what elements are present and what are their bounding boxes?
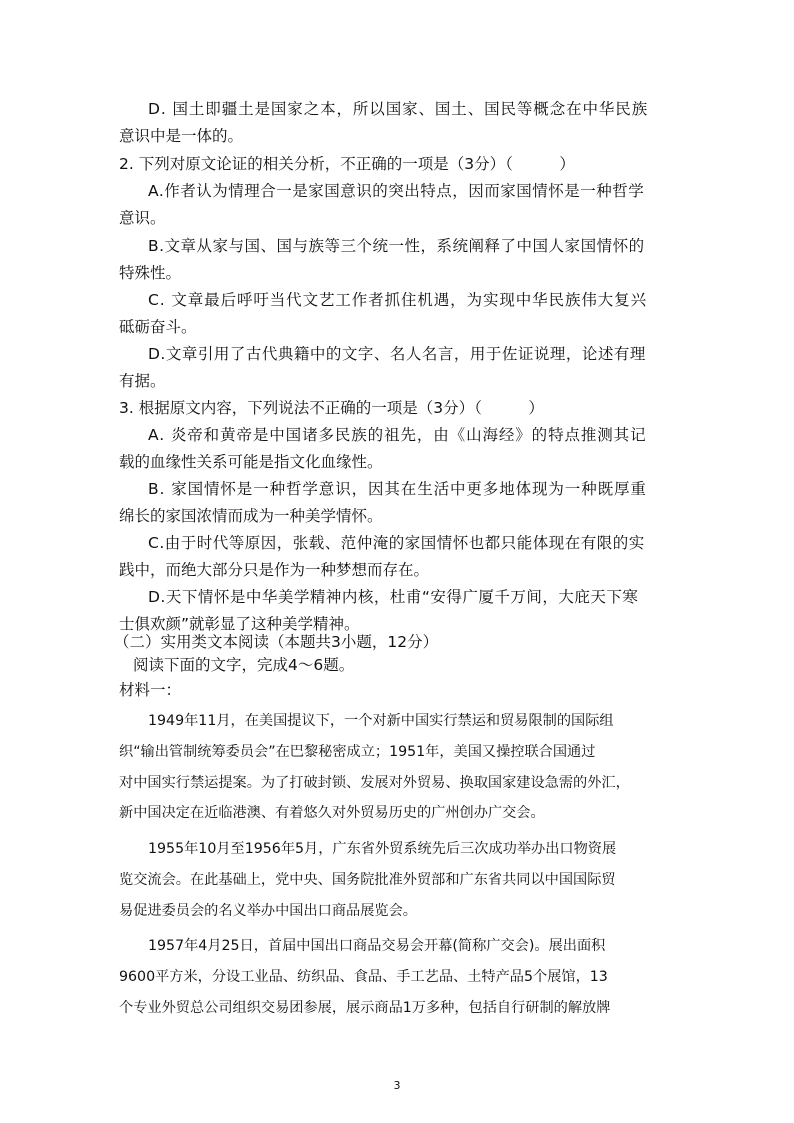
text-line: A.作者认为情理合一是家国意识的突出特点，因而家国情怀是一种哲学 [148, 182, 645, 200]
text-line: B. 家国情怀是一种哲学意识，因其在生活中更多地体现为一种既厚重 [148, 480, 647, 498]
text-line: 意识中是一体的。 [119, 127, 244, 145]
text-line: 个专业外贸总公司组织交易团参展，展示商品1万多种，包括自行研制的解放牌 [119, 1000, 611, 1016]
text-line: 载的血缘性关系可能是指文化血缘性。 [119, 453, 383, 471]
text-line: 易促进委员会的名义举办中国出口商品展览会。 [119, 903, 417, 919]
instruction-text: 阅读下面的文字，完成4～6题。 [133, 656, 355, 674]
text-line: 织“输出管制统筹委员会”在巴黎秘密成立；1951年，美国又操控联合国通过 [119, 744, 596, 760]
text-line: 践中，而绝大部分只是作为一种梦想而存在。 [119, 561, 430, 579]
text-line: 1955年10月至1956年5月，广东省外贸系统先后三次成功举办出口物资展 [148, 841, 617, 857]
material-label: 材料一： [119, 681, 182, 699]
text-line: 新中国决定在近临港澳、有着悠久对外贸易历史的广州创办广交会。 [119, 805, 545, 821]
text-line: 士俱欢颜”就彰显了这种美学精神。 [119, 615, 360, 633]
question-3-stem: 3. 根据原文内容，下列说法不正确的一项是（3分）（ ） [119, 399, 544, 417]
text-line: 1957年4月25日，首届中国出口商品交易会开幕(简称广交会)。展出面积 [148, 938, 606, 954]
text-line: 览交流会。在此基础上，党中央、国务院批准外贸部和广东省共同以中国国际贸 [119, 872, 616, 888]
page-number: 3 [393, 1079, 401, 1092]
text-line: A. 炎帝和黄帝是中国诸多民族的祖先，由《山海经》的特点推测其记 [148, 426, 647, 444]
question-2-stem: 2. 下列对原文论证的相关分析，不正确的一项是（3分）（ ） [119, 155, 575, 173]
text-line: D. 国土即疆土是国家之本，所以国家、国土、国民等概念在中华民族 [148, 100, 649, 118]
text-line: 特殊性。 [119, 264, 182, 282]
text-line: D.文章引用了古代典籍中的文字、名人名言，用于佐证说理，论述有理 [148, 345, 646, 363]
text-line: 绵长的家国浓情而成为一种美学情怀。 [119, 507, 383, 525]
text-line: 砥砺奋斗。 [119, 318, 197, 336]
text-line: 有据。 [119, 372, 166, 390]
text-line: B.文章从家与国、国与族等三个统一性，系统阐释了中国人家国情怀的 [148, 237, 645, 255]
text-line: 意识。 [119, 209, 166, 227]
section-heading: （二）实用类文本阅读（本题共3小题，12分） [114, 633, 439, 651]
text-line: 对中国实行禁运提案。为了打破封锁、发展对外贸易、换取国家建设急需的外汇， [119, 775, 630, 791]
text-line: 1949年11月，在美国提议下，一个对新中国实行禁运和贸易限制的国际组 [148, 713, 614, 729]
text-line: D.天下情怀是中华美学精神内核，杜甫“安得广厦千万间，大庇天下寒 [148, 588, 639, 606]
text-line: 9600平方米，分设工业品、纺织品、食品、手工艺品、土特产品5个展馆，13 [119, 969, 608, 985]
text-line: C.由于时代等原因，张载、范仲淹的家国情怀也都只能体现在有限的实 [148, 534, 645, 552]
text-line: C. 文章最后呼吁当代文艺工作者抓住机遇，为实现中华民族伟大复兴 [148, 291, 647, 309]
